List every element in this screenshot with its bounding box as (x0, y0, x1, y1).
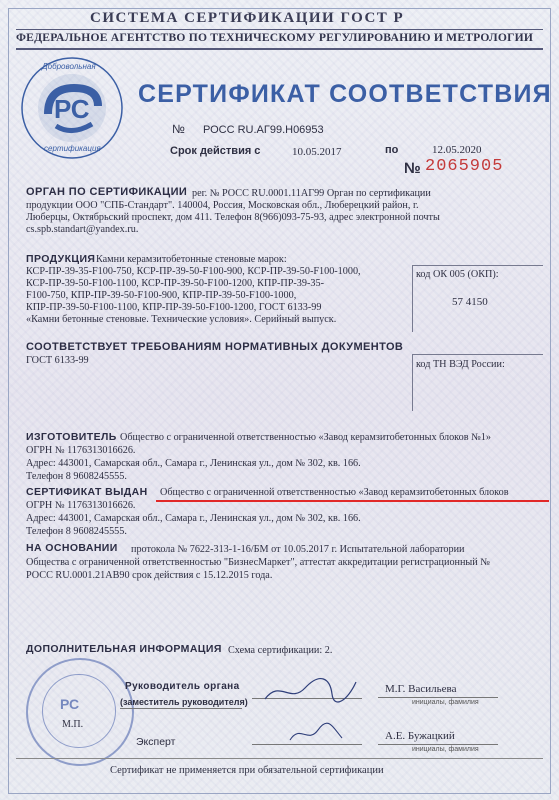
product-line-4: F100-750, КПР-ПР-39-50-F100-900, КПР-ПР-39-50-F100-1000, (26, 290, 297, 301)
head-name-caption: инициалы, фамилия (412, 699, 479, 706)
validity-from: 10.05.2017 (292, 146, 342, 158)
head-signature-label: Руководитель органа (125, 681, 240, 692)
validity-label: Срок действия с (170, 145, 261, 157)
issued-name: Общество с ограниченной ответственностью «Завод керамзитобетонных блоков (160, 487, 509, 498)
issued-red-underline (156, 500, 549, 502)
head-signature-sublabel: (заместитель руководителя) (120, 697, 248, 707)
registration-number: РОСС RU.АГ99.Н06953 (203, 124, 324, 136)
expert-name: А.Е. Бужацкий (385, 730, 455, 742)
agency-header: ФЕДЕРАЛЬНОЕ АГЕНТСТВО ПО ТЕХНИЧЕСКОМУ РЕГУЛИРОВАНИЮ И МЕТРОЛОГИИ (16, 31, 534, 44)
logo-letters: РС (54, 94, 90, 124)
expert-name-rule (378, 744, 498, 745)
registration-no-sign: № (172, 122, 185, 136)
validity-to: 12.05.2020 (432, 144, 482, 156)
header-rule-top (16, 29, 543, 30)
expert-label: Эксперт (136, 736, 176, 748)
organ-seal-stamp (26, 658, 134, 766)
expert-signature (286, 720, 346, 748)
rst-logo (18, 54, 126, 162)
okp-label: код ОК 005 (ОКП): (416, 269, 499, 280)
conformity-label: СООТВЕТСТВУЕТ ТРЕБОВАНИЯМ НОРМАТИВНЫХ ДОКУМЕНТОВ (26, 341, 404, 353)
manufacturer-name: Общество с ограниченной ответственностью «Завод керамзитобетонных блоков №1» (120, 432, 491, 443)
footer-note: Сертификат не применяется при обязательной сертификации (110, 765, 384, 776)
certificate-title: СЕРТИФИКАТ СООТВЕТСТВИЯ (138, 80, 552, 108)
conformity-value: ГОСТ 6133-99 (26, 355, 89, 366)
seal-logo-icon: РС (60, 696, 80, 712)
basis-line-2: Общества с ограниченной ответственностью "БизнесМаркет", аттестат аккредитации регистрационный № (26, 557, 490, 568)
blank-no-sign: № (404, 160, 421, 177)
header-rule-bottom (16, 48, 543, 50)
organ-line-3: Люберцы, Октябрьский проспект, дом 411. Телефон 8(966)093-75-93, адрес электронной почты (26, 212, 440, 223)
product-line-3: КСР-ПР-39-50-F100-1100, КСР-ПР-39-50-F100-1200, КПР-ПР-39-35- (26, 278, 324, 289)
manufacturer-label: ИЗГОТОВИТЕЛЬ (26, 431, 117, 443)
issued-label: СЕРТИФИКАТ ВЫДАН (26, 486, 148, 498)
manufacturer-address: Адрес: 443001, Самарская обл., Самара г., Ленинская ул., дом № 302, кв. 166. (26, 458, 361, 469)
product-label: ПРОДУКЦИЯ (26, 253, 96, 265)
blank-number: 2065905 (425, 157, 504, 176)
logo-top-text: Добровольная (42, 62, 96, 71)
expert-name-caption: инициалы, фамилия (412, 746, 479, 753)
head-name: М.Г. Васильева (385, 683, 457, 695)
manufacturer-phone: Телефон 8 9608245555. (26, 471, 127, 482)
issued-address: Адрес: 443001, Самарская обл., Самара г., Ленинская ул., дом № 302, кв. 166. (26, 513, 361, 524)
head-label-rule (120, 708, 242, 709)
additional-value: Схема сертификации: 2. (228, 645, 333, 656)
manufacturer-ogrn: ОГРН № 1176313016626. (26, 445, 136, 456)
head-name-rule (378, 697, 498, 698)
logo-bottom-text: сертификация (44, 144, 101, 153)
organ-line-4: cs.spb.standart@yandex.ru. (26, 224, 139, 235)
basis-label: НА ОСНОВАНИИ (26, 542, 118, 554)
organ-line-2: продукции ООО "СПБ-Стандарт". 140004, Россия, Московская обл., Люберецкий район, г. (26, 200, 419, 211)
validity-to-label: по (385, 144, 399, 156)
tnved-label: код ТН ВЭД России: (416, 359, 505, 370)
product-line-5: КПР-ПР-39-50-F100-1100, КПР-ПР-39-50-F100-1200, ГОСТ 6133-99 (26, 302, 322, 313)
mp-label: М.П. (62, 719, 84, 730)
head-signature (260, 674, 360, 708)
issued-phone: Телефон 8 9608245555. (26, 526, 127, 537)
system-header: СИСТЕМА СЕРТИФИКАЦИИ ГОСТ Р (90, 10, 405, 26)
product-line-6: «Камни бетонные стеновые. Технические условия». Серийный выпуск. (26, 314, 337, 325)
basis-line-1: протокола № 7622-313-1-16/БМ от 10.05.2017 г. Испытательной лаборатории (131, 544, 465, 555)
organ-line-1: рег. № РОСС RU.0001.11АГ99 Орган по сертификации (192, 188, 431, 199)
issued-ogrn: ОГРН № 1176313016626. (26, 500, 136, 511)
okp-value: 57 4150 (452, 296, 488, 308)
additional-label: ДОПОЛНИТЕЛЬНАЯ ИНФОРМАЦИЯ (26, 643, 222, 655)
basis-line-3: РОСС RU.0001.21АВ90 срок действия с 15.12.2015 года. (26, 570, 273, 581)
product-line-1: Камни керамзитобетонные стеновые марок: (96, 254, 287, 265)
product-line-2: КСР-ПР-39-35-F100-750, КСР-ПР-39-50-F100-900, КСР-ПР-39-50-F100-1000, (26, 266, 361, 277)
organ-label: ОРГАН ПО СЕРТИФИКАЦИИ (26, 186, 188, 198)
footer-rule (16, 758, 543, 759)
